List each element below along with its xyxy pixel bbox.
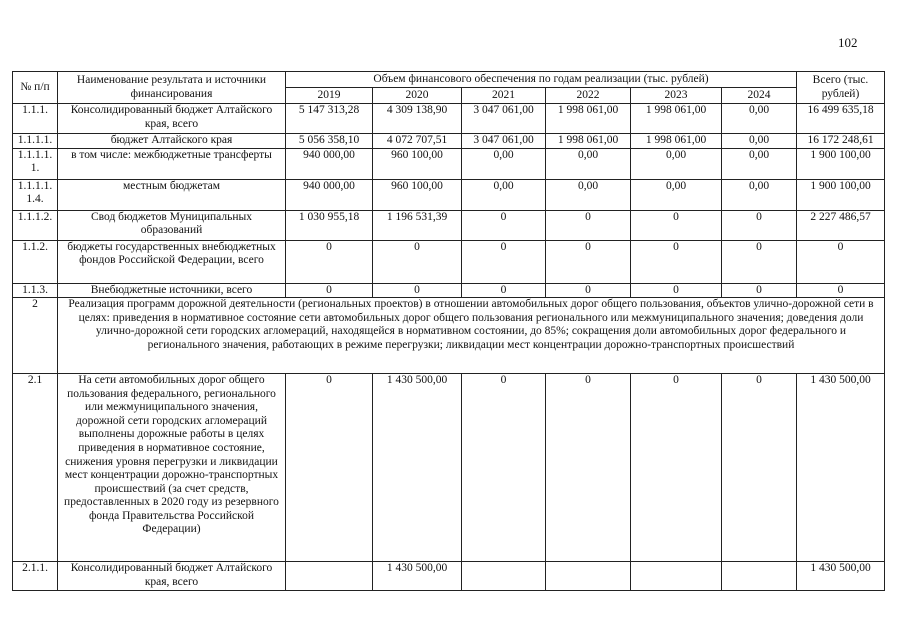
row-name: Консолидированный бюджет Алтайского края, всего [58,104,286,134]
row-value: 0 [722,283,797,298]
row-value: 0,00 [546,179,631,210]
row-value: 3 047 061,00 [462,104,546,134]
row-value: 0 [631,283,722,298]
row-total: 16 499 635,18 [797,104,885,134]
row-value: 0,00 [722,104,797,134]
header-year: 2024 [722,88,797,104]
row-value: 0 [722,374,797,562]
row-value: 940 000,00 [286,179,373,210]
header-row-1 [13,72,885,88]
row-num: 1.1.1.1. [13,134,58,149]
row-total: 0 [797,283,885,298]
row-value: 0 [286,240,373,283]
section-row [13,298,885,374]
row-value [286,562,373,591]
row-value: 4 072 707,51 [373,134,462,149]
row-total: 1 430 500,00 [797,562,885,591]
row-total: 1 900 100,00 [797,148,885,179]
row-value: 4 309 138,90 [373,104,462,134]
table-row [13,240,885,283]
row-value: 0 [373,240,462,283]
row-name: На сети автомобильных дорог общего пользования федерального, регионального или межмуниципального значения, дорожной сети городских агломераций выполнены дорожные работы в целях приведения в нормативное состояние, снижения уровня перегрузки и ликвидации мест концентрации дорожно-транспортных происшествий (за счет средств, предоставленных в 2020 году из резервного фонда Правительства Российской Федерации) [58,374,286,562]
row-value [722,562,797,591]
row-total: 2 227 486,57 [797,210,885,240]
row-value: 0,00 [722,134,797,149]
row-value: 0 [462,240,546,283]
row-num: 1.1.1.1. 1.4. [13,179,58,210]
table-row [13,148,885,179]
header-year: 2021 [462,88,546,104]
table-row [13,179,885,210]
page-number: 102 [838,35,858,50]
budget-table [12,71,885,591]
header-name: Наименование результата и источники финансирования [58,72,286,104]
row-value: 0,00 [546,148,631,179]
row-value: 940 000,00 [286,148,373,179]
row-value: 5 056 358,10 [286,134,373,149]
row-value: 0 [722,210,797,240]
row-total: 1 900 100,00 [797,179,885,210]
row-value: 1 998 061,00 [631,134,722,149]
table-row [13,283,885,298]
row-value: 0 [462,374,546,562]
section-num: 2 [13,298,58,374]
row-total: 16 172 248,61 [797,134,885,149]
row-value: 0 [722,240,797,283]
row-total: 0 [797,240,885,283]
row-value: 0,00 [722,148,797,179]
row-value: 0,00 [631,148,722,179]
row-value: 0 [631,240,722,283]
row-name: в том числе: межбюджетные трансферты [58,148,286,179]
header-year: 2019 [286,88,373,104]
row-name: Внебюджетные источники, всего [58,283,286,298]
row-value: 0,00 [631,179,722,210]
row-name: бюджеты государственных внебюджетных фондов Российской Федерации, всего [58,240,286,283]
row-value: 0 [373,283,462,298]
header-total: Всего (тыс. рублей) [797,72,885,104]
header-year: 2020 [373,88,462,104]
row-value: 5 147 313,28 [286,104,373,134]
section-description: Реализация программ дорожной деятельности (региональных проектов) в отношении автомобильных дорог общего пользования, объектов улично-дорожной сети в целях: приведения в нормативное состояние сети автомобильных дорог общего пользования регионального или межмуниципального значения; доведения доли улично-дорожной сети городских агломераций, находящейся в нормативном состоянии, до 85%; сокращения доли автомобильных дорог федерального и регионального значения, работающих в режиме перегрузки; ликвидации мест концентрации дорожно-транспортных происшествий [58,298,885,374]
row-name: местным бюджетам [58,179,286,210]
row-name: Свод бюджетов Муниципальных образований [58,210,286,240]
row-value: 960 100,00 [373,179,462,210]
row-value: 1 430 500,00 [373,562,462,591]
header-year: 2023 [631,88,722,104]
row-num: 2.1 [13,374,58,562]
row-value: 0 [631,374,722,562]
header-year: 2022 [546,88,631,104]
row-num: 2.1.1. [13,562,58,591]
row-value: 1 998 061,00 [546,104,631,134]
table-row [13,104,885,134]
row-value: 0 [462,210,546,240]
row-value: 0 [546,283,631,298]
table-row [13,374,885,562]
row-value: 0,00 [462,148,546,179]
row-value [631,562,722,591]
row-value: 0 [546,240,631,283]
row-total: 1 430 500,00 [797,374,885,562]
row-value: 1 998 061,00 [546,134,631,149]
row-value: 1 430 500,00 [373,374,462,562]
row-value: 0 [286,374,373,562]
row-num: 1.1.3. [13,283,58,298]
row-value: 3 047 061,00 [462,134,546,149]
row-value: 1 030 955,18 [286,210,373,240]
row-value: 0 [631,210,722,240]
header-num: № п/п [13,72,58,104]
row-value: 0 [546,210,631,240]
row-value: 0,00 [722,179,797,210]
table-row [13,562,885,591]
header-volume: Объем финансового обеспечения по годам реализации (тыс. рублей) [286,72,797,88]
row-num: 1.1.1.2. [13,210,58,240]
row-value: 0 [546,374,631,562]
row-value: 960 100,00 [373,148,462,179]
table-row [13,210,885,240]
row-value: 1 998 061,00 [631,104,722,134]
row-num: 1.1.1.1. 1. [13,148,58,179]
row-num: 1.1.1. [13,104,58,134]
table-row [13,134,885,149]
row-value [462,562,546,591]
row-value: 0 [462,283,546,298]
row-value: 1 196 531,39 [373,210,462,240]
row-value: 0,00 [462,179,546,210]
row-value: 0 [286,283,373,298]
row-name: бюджет Алтайского края [58,134,286,149]
row-name: Консолидированный бюджет Алтайского края, всего [58,562,286,591]
row-num: 1.1.2. [13,240,58,283]
row-value [546,562,631,591]
